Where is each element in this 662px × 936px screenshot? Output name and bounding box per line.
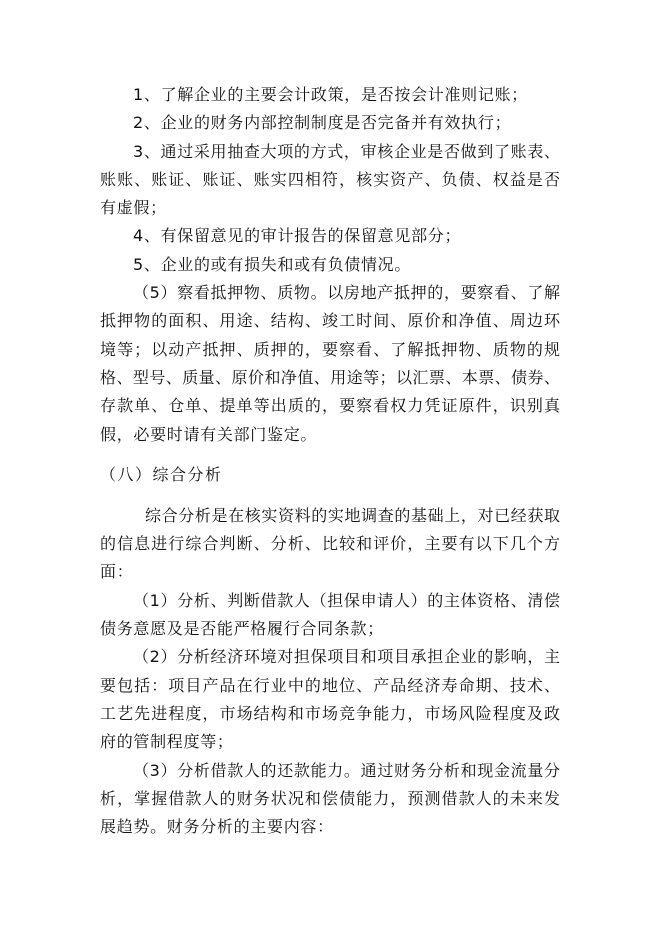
list-item-internal-control xyxy=(100,109,560,137)
text-line: 面： xyxy=(100,562,134,582)
text-line: 工艺先进程度，市场结构和市场竞争能力，市场风险程度及政 xyxy=(100,703,560,723)
text-line: 3、通过采用抽查大项的方式，审核企业是否做到了账表、 xyxy=(133,141,560,161)
list-item-sampling-audit xyxy=(100,138,560,223)
paragraph-collateral-inspection xyxy=(100,279,560,449)
text-line: 有虚假； xyxy=(100,198,167,218)
text-line: 境等；以动产抵押、质押的，要察看、了解抵押物、质物的规 xyxy=(100,339,560,359)
paragraph-borrower-qualification xyxy=(100,587,560,644)
text-line: 格、型号、质量、原价和净值、用途等；以汇票、本票、债券、 xyxy=(100,367,560,387)
text-line: 抵押物的面积、用途、结构、竣工时间、原价和净值、周边环 xyxy=(100,311,560,331)
document-body xyxy=(100,81,560,841)
section-heading: （八）综合分析 xyxy=(100,464,223,484)
text-line: 展趋势。财务分析的主要内容： xyxy=(100,817,334,837)
text-line: 综合分析是在核实资料的实地调查的基础上，对已经获取 xyxy=(145,505,560,525)
text-line: 假，必要时请有关部门鉴定。 xyxy=(100,424,318,444)
text-line: 2、企业的财务内部控制制度是否完备并有效执行； xyxy=(133,113,512,133)
text-line: 账账、账证、账证、账实四相符，核实资产、负债、权益是否 xyxy=(100,169,560,189)
paragraph-comprehensive-analysis-intro xyxy=(100,502,560,587)
text-line: 要包括：项目产品在行业中的地位、产品经济寿命期、技术、 xyxy=(100,675,560,695)
text-line: （1）分析、判断借款人（担保申请人）的主体资格、清偿 xyxy=(133,590,560,610)
paragraph-economic-environment xyxy=(100,643,560,756)
list-item-contingent-liabilities xyxy=(100,251,560,279)
text-line: 府的管制程度等； xyxy=(100,732,234,752)
paragraph-repayment-ability xyxy=(100,757,560,842)
text-line: 析，掌握借款人的财务状况和偿债能力，预测借款人的未来发 xyxy=(100,788,560,808)
list-item-qualified-opinion xyxy=(100,222,560,250)
text-line: （5）察看抵押物、质物。以房地产抵押的，要察看、了解 xyxy=(133,283,560,303)
text-line: （2）分析经济环境对担保项目和项目承担企业的影响，主 xyxy=(133,647,560,667)
text-line: 债务意愿及是否能严格履行合同条款； xyxy=(100,619,384,639)
text-line: 存款单、仓单、提单等出质的，要察看权力凭证原件，识别真 xyxy=(100,396,560,416)
text-line: 5、企业的或有损失和或有负债情况。 xyxy=(133,254,412,274)
list-item-accounting-policy xyxy=(100,81,560,109)
text-line: 4、有保留意见的审计报告的保留意见部分； xyxy=(133,226,462,246)
text-line: 1、了解企业的主要会计政策，是否按会计准则记账； xyxy=(133,85,528,104)
text-line: 的信息进行综合判断、分析、比较和评价，主要有以下几个方 xyxy=(100,534,560,554)
text-line: （3）分析借款人的还款能力。通过财务分析和现金流量分 xyxy=(133,760,560,780)
